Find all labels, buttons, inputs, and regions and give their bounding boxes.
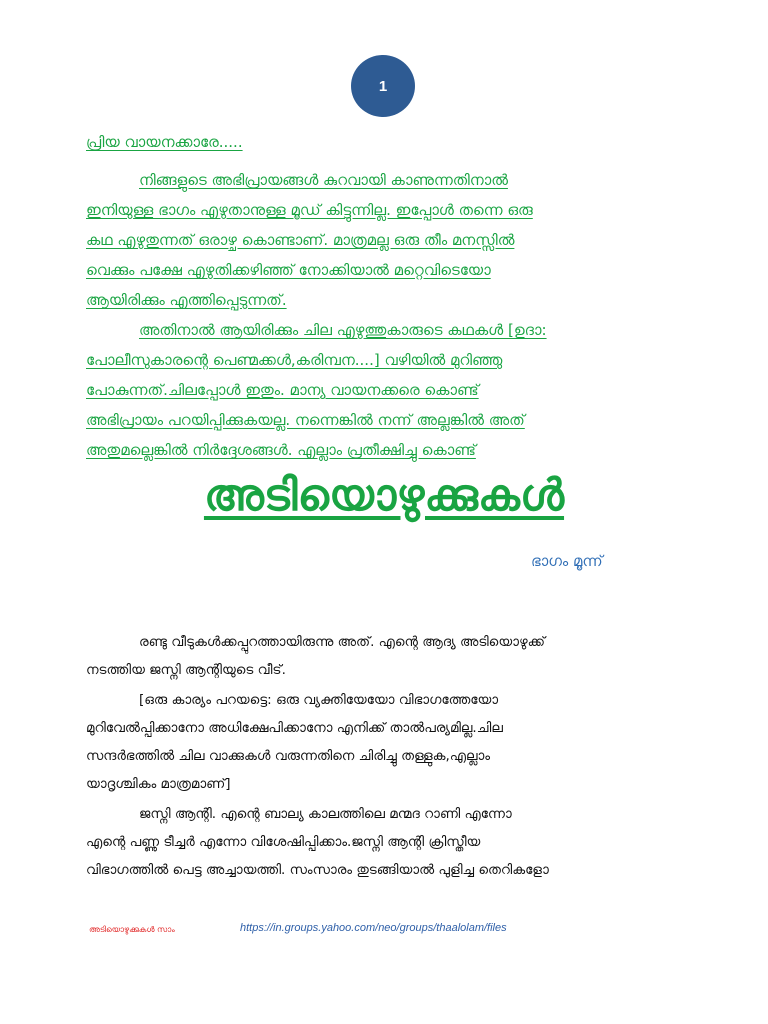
- intro-line: അഭിപ്രായം പറയിപ്പിക്കുകയല്ല. നന്നെങ്കിൽ നന്ന് അല്ലങ്കിൽ അത്: [86, 411, 525, 429]
- body-line: വിഭാഗത്തിൽ പെട്ട അച്ചായത്തി. സംസാരം തുടങ്ങിയാൽ പുളിച്ച തെറികളോ: [86, 862, 549, 878]
- body-line: യാദൃശ്ചികം മാത്രമാണ്]: [86, 776, 231, 792]
- body-line: നടത്തിയ ജസ്നി ആന്റിയുടെ വീട്.: [86, 662, 286, 678]
- intro-line: കഥ എഴുതുന്നത് ഒരാഴ്ച കൊണ്ടാണ്. മാത്രമല്ല ഒരു തീം മനസ്സിൽ: [86, 231, 515, 249]
- intro-line: നിങ്ങളുടെ അഭിപ്രായങ്ങൾ കുറവായി കാണുന്നതിനാൽ: [139, 171, 508, 189]
- body-line: രണ്ടു വീടുകൾക്കപ്പുറത്തായിരുന്നു അത്. എന്റെ ആദ്യ അടിയൊഴുക്ക്: [139, 634, 545, 650]
- body-paragraph-1: [86, 628, 666, 684]
- intro-line: പോലീസുകാരന്റെ പെണ്മക്കൾ,കരിമ്പന....] വഴിയിൽ മുറിഞ്ഞു: [86, 351, 503, 369]
- footer-title: അടിയൊഴുക്കുകൾ സാം: [89, 925, 175, 934]
- part-subtitle: ഭാഗം മൂന്ന്: [531, 552, 603, 570]
- intro-line: അതിനാൽ ആയിരിക്കും ചില എഴുത്തുകാരുടെ കഥകൾ [ഉദാ:: [139, 321, 547, 339]
- intro-line: ആയിരിക്കും എത്തിപ്പെടുന്നത്.: [86, 291, 287, 309]
- body-line: [ഒരു കാര്യം പറയട്ടെ: ഒരു വ്യക്തിയേയോ വിഭാഗത്തേയോ: [139, 692, 499, 708]
- body-line: മുറിവേൽപ്പിക്കാനോ അധിക്ഷേപിക്കാനോ എനിക്ക് താൽപര്യമില്ല.ചില: [86, 720, 503, 736]
- body-line: സന്ദർഭത്തിൽ ചില വാക്കുകൾ വരുന്നതിനെ ചിരിച്ചു തള്ളുക,എല്ലാം: [86, 748, 491, 764]
- body-paragraph-3: [86, 800, 666, 884]
- intro-line: പോകുന്നത്.ചിലപ്പോൾ ഇതും. മാന്യ വായനക്കരെ കൊണ്ട്: [86, 381, 479, 399]
- salutation: പ്രിയ വായനക്കാരേ.....: [86, 133, 243, 151]
- page-number-badge: 1: [351, 55, 415, 117]
- body-line: എന്റെ പണ്ണു ടീച്ചർ എന്നോ വിശേഷിപ്പിക്കാം.ജസ്നി ആന്റി ക്രിസ്തീയ: [86, 834, 481, 850]
- story-title: അടിയൊഴുക്കുകൾ: [203, 470, 565, 521]
- body-line: ജസ്നി ആന്റി. എന്റെ ബാല്യ കാലത്തിലെ മന്മദ റാണി എന്നോ: [139, 806, 512, 822]
- intro-line: അതുമല്ലെങ്കിൽ നിർദ്ദേശങ്ങൾ. എല്ലാം പ്രതീക്ഷിച്ചു കൊണ്ട്: [86, 441, 476, 459]
- intro-paragraph-1: [86, 165, 634, 315]
- intro-line: ഇനിയുള്ള ഭാഗം എഴുതാനുള്ള മൂഡ് കിട്ടുന്നില്ല. ഇപ്പോൾ തന്നെ ഒരു: [86, 201, 533, 219]
- body-paragraph-2: [86, 686, 666, 798]
- intro-line: വെക്കും പക്ഷേ എഴുതിക്കഴിഞ്ഞ് നോക്കിയാൽ മറ്റെവിടെയോ: [86, 261, 491, 279]
- intro-paragraph-2: [86, 315, 634, 465]
- footer-link[interactable]: https://in.groups.yahoo.com/neo/groups/thaalolam/files: [240, 922, 507, 934]
